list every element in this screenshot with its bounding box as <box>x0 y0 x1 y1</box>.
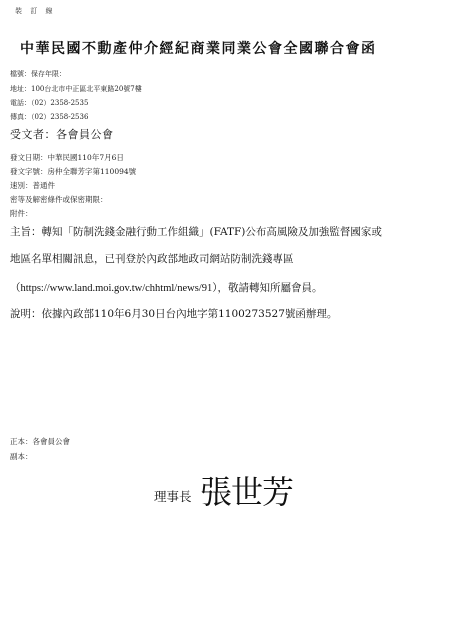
explanation: 說明：依據內政部110年6月30日台內地字第1100273527號函辦理。 <box>10 308 338 320</box>
signature-name: 張世芳 <box>200 473 294 511</box>
address: 地址：100台北市中正區北平東路20號7樓 <box>10 85 142 93</box>
archive-retention: 檔號：保存年限： <box>10 70 66 78</box>
secrecy-level: 密等及解密條件或保密期限： <box>10 195 108 204</box>
delivery-speed: 速別：普通件 <box>10 181 55 190</box>
subject-url-line <box>10 280 322 295</box>
document-number: 發文字號：房仲全聯芳字第110094號 <box>10 167 137 176</box>
signature-title: 理事長 <box>154 489 192 504</box>
subject-line: 主旨：轉知「防制洗錢金融行動工作組織」(FATF)公布高風險及加強監督國家或 <box>10 226 382 238</box>
main-recipient: 正本：各會員公會 <box>10 437 70 446</box>
recipient: 受文者：各會員公會 <box>10 128 114 141</box>
copy-recipient: 副本： <box>10 452 33 461</box>
land-moi-link[interactable]: https://www.land.moi.gov.tw/chhtml/news/91 <box>20 283 213 294</box>
url-open-paren: （ <box>10 282 21 294</box>
phone: 電話：（02）2358-2535 <box>10 99 89 107</box>
url-close-text: ），敬請轉知所屬會員。 <box>212 282 323 294</box>
binding-line-label: 裝 訂 線 <box>15 7 56 15</box>
issue-date: 發文日期：中華民國110年7月6日 <box>10 153 124 162</box>
fax: 傳真：（02）2358-2536 <box>10 113 89 121</box>
subject-continuation: 地區名單相關訊息，已刊登於內政部地政司網站防制洗錢專區 <box>10 253 294 265</box>
organization-title: 中華民國不動產仲介經紀商業同業公會全國聯合會函 <box>20 41 377 57</box>
attachment: 附件： <box>10 209 33 218</box>
